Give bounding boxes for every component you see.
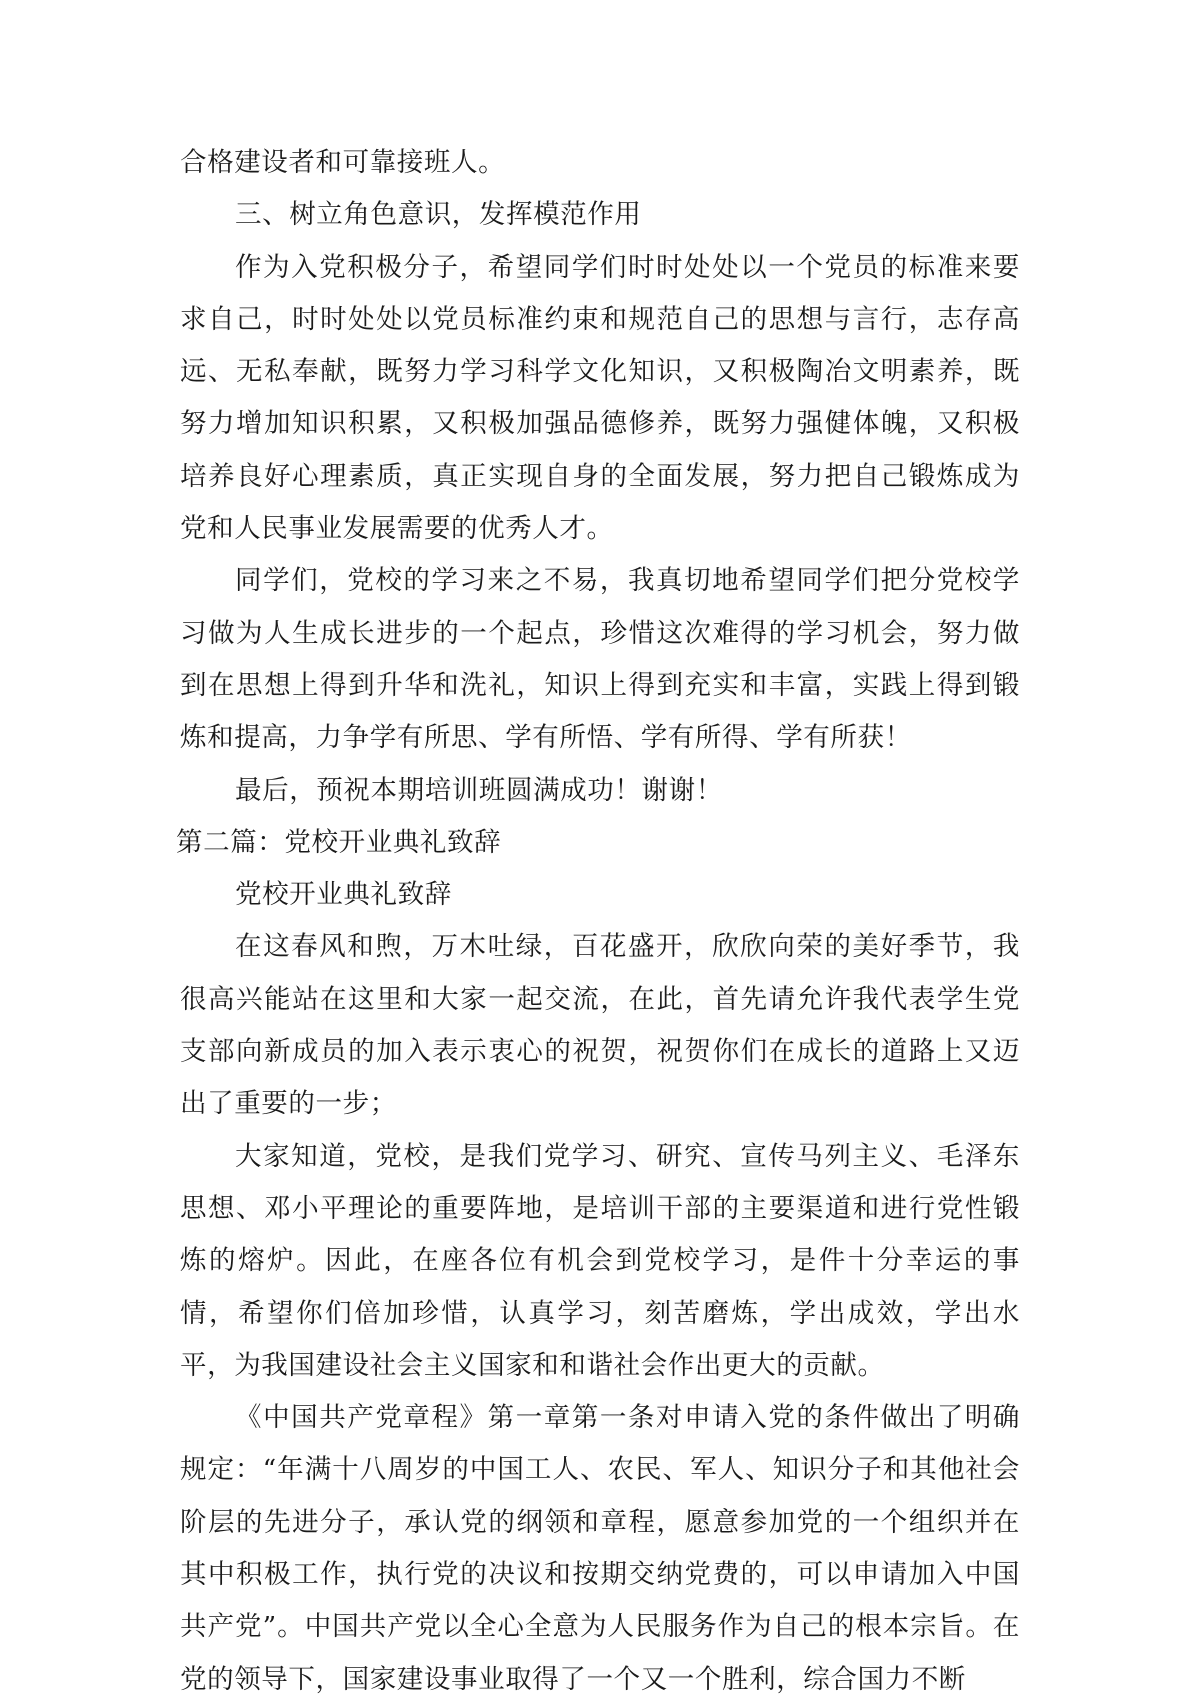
paragraph-continuation: 合格建设者和可靠接班人。 [180, 147, 506, 178]
paragraph-party-constitution: 《中国共产党章程》第一章第一条对申请入党的条件做出了明确规定：“年满十八周岁的中国工人、农民、军人、知识分子和其他社会阶层的先进分子，承认党的纲领和章程，愿意参加党的一个组织并在其中积极工作，执行党的决议和按期交纳党费的，可以申请加入中国共产党”。中国共产党以全心全意为人民服务作为自己的根本宗旨。在党的领导下，国家建设事业取得了一个又一个胜利，综合国力不断 [180, 1402, 1020, 1695]
section-heading-three: 三、树立角色意识，发挥模范作用 [235, 199, 642, 231]
paragraph-party-school: 大家知道，党校，是我们党学习、研究、宣传马列主义、毛泽东思想、邓小平理论的重要阵地，是培训干部的主要渠道和进行党性锻炼的熔炉。因此，在座各位有机会到党校学习，是件十分幸运的事情，希望你们倍加珍惜，认真学习，刻苦磨炼，学出成效，学出水平，为我国建设社会主义国家和和谐社会作出更大的贡献。 [180, 1140, 1020, 1381]
speech-title: 党校开业典礼致辞 [235, 879, 452, 911]
paragraph-spring-greeting: 在这春风和煦，万木吐绿，百花盛开，欣欣向荣的美好季节，我很高兴能站在这里和大家一起交流，在此，首先请允许我代表学生党支部向新成员的加入表示衷心的祝贺，祝贺你们在成长的道路上又迈出了重要的一步； [180, 931, 1020, 1120]
paragraph-closing-wish: 最后，预祝本期培训班圆满成功！谢谢！ [235, 774, 723, 806]
paragraph-role-awareness: 作为入党积极分子，希望同学们时时处处以一个党员的标准来要求自己，时时处处以党员标准约束和规范自己的思想与言行，志存高远、无私奉献，既努力学习科学文化知识，又积极陶冶文明素养，既努力增加知识积累，又积极加强品德修养，既努力强健体魄，又积极培养良好心理素质，真正实现自身的全面发展，努力把自己锻炼成为党和人民事业发展需要的优秀人才。 [180, 251, 1020, 545]
document-body [176, 137, 1020, 1706]
paragraph-study-hope: 同学们，党校的学习来之不易，我真切地希望同学们把分党校学习做为人生成长进步的一个起点，珍惜这次难得的学习机会，努力做到在思想上得到升华和洗礼，知识上得到充实和丰富，实践上得到锻炼和提高，力争学有所思、学有所悟、学有所得、学有所获！ [180, 565, 1020, 754]
chapter-title-part-two: 第二篇：党校开业典礼致辞 [176, 826, 502, 858]
